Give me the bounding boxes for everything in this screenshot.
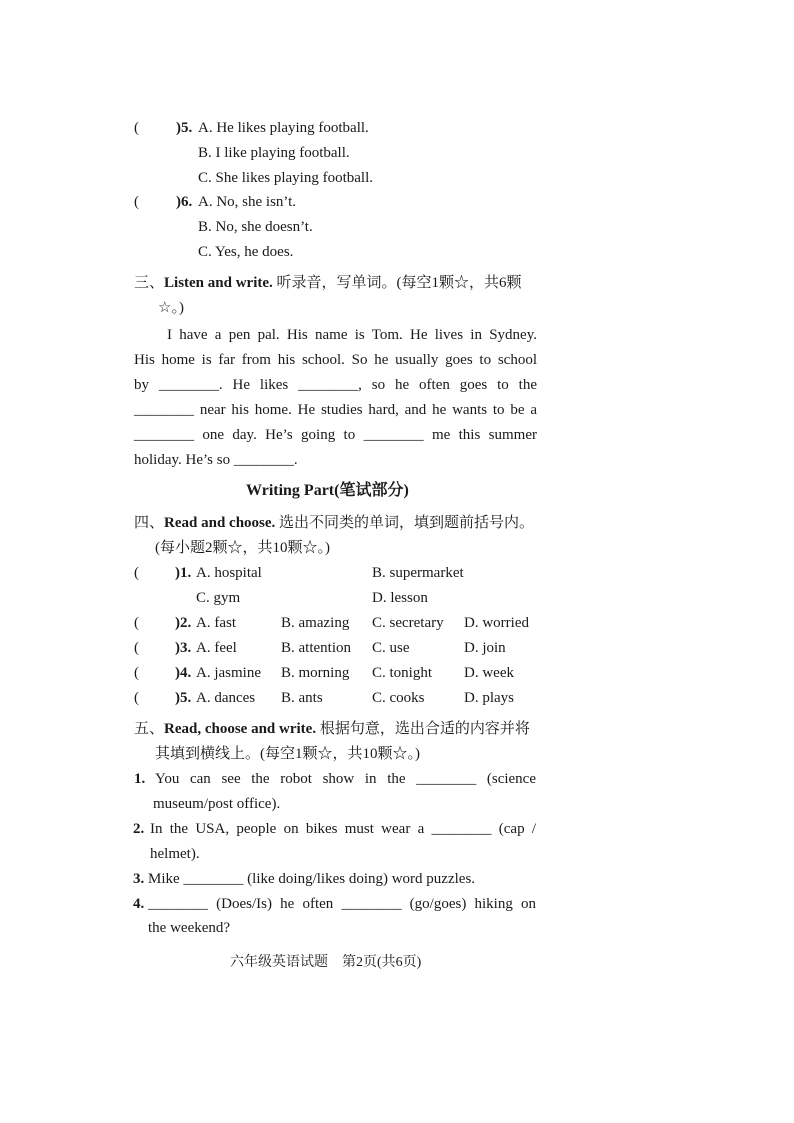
- answer-paren-close: ): [175, 615, 180, 631]
- passage-line: His home is far from his school. So he usually goes to school: [134, 352, 537, 368]
- option-b: B. amazing: [281, 615, 350, 631]
- passage-line: by ________. He likes ________, so he often goes to the: [134, 377, 537, 393]
- question-number: 6.: [181, 194, 193, 210]
- option-c: C. She likes playing football.: [198, 170, 373, 186]
- option-a: A. He likes playing football.: [198, 120, 369, 136]
- option-c: C. Yes, he does.: [198, 244, 294, 260]
- option-a: A. No, she isn’t.: [198, 194, 297, 210]
- item-text: You can see the robot show in the ________ (science: [155, 771, 536, 787]
- item-number: 3.: [133, 871, 145, 887]
- option-a: A. dances: [196, 690, 256, 706]
- option-b: B. No, she doesn’t.: [198, 219, 313, 235]
- passage-line: I have a pen pal. His name is Tom. He lives in Sydney.: [167, 327, 537, 343]
- section-number: 四、: [134, 515, 165, 531]
- option-d: D. plays: [464, 690, 514, 706]
- option-b: B. morning: [281, 665, 350, 681]
- writing-part-title: Writing Part(笔试部分): [246, 482, 409, 499]
- section-title-en: Read, choose and write.: [164, 721, 317, 737]
- answer-paren-open: (: [134, 120, 139, 136]
- answer-paren-close: ): [175, 640, 180, 656]
- question-number: 5.: [181, 120, 193, 136]
- section-instructions-cont: ☆。): [158, 300, 184, 316]
- section-instructions: 选出不同类的单词，填到题前括号内。: [275, 515, 535, 531]
- answer-paren-open: (: [134, 194, 139, 210]
- answer-paren-open: (: [134, 665, 139, 681]
- answer-paren-open: (: [134, 565, 139, 581]
- item-number: 2.: [133, 821, 145, 837]
- section-heading: [134, 273, 522, 293]
- passage-line: ________ near his home. He studies hard, and he wants to be a: [134, 402, 537, 418]
- item-text-cont: helmet).: [150, 846, 200, 862]
- option-a: A. fast: [196, 615, 236, 631]
- option-c: C. secretary: [372, 615, 444, 631]
- option-c: C. cooks: [372, 690, 425, 706]
- option-c: C. use: [372, 640, 410, 656]
- option-a: A. feel: [196, 640, 237, 656]
- item-text: In the USA, people on bikes must wear a ________ (cap /: [150, 821, 536, 837]
- section-number: 五、: [134, 721, 165, 737]
- section-heading: [134, 719, 530, 739]
- item-number: 4.: [133, 896, 145, 912]
- option-c: C. gym: [196, 590, 241, 606]
- option-d: D. worried: [464, 615, 529, 631]
- section-number: 三、: [134, 275, 165, 291]
- option-d: D. lesson: [372, 590, 428, 606]
- section-instructions: 听录音，写单词。(每空1颗☆，共6颗: [272, 275, 522, 291]
- section-title-en: Listen and write.: [164, 275, 273, 291]
- item-text-cont: the weekend?: [148, 920, 231, 936]
- option-a: A. hospital: [196, 565, 262, 581]
- option-c: C. tonight: [372, 665, 433, 681]
- item-number: 1.: [134, 771, 146, 787]
- section-heading: [134, 513, 534, 533]
- section-title-en: Read and choose.: [164, 515, 276, 531]
- question-number: 2.: [180, 615, 192, 631]
- question-number: 3.: [180, 640, 192, 656]
- option-d: D. week: [464, 665, 514, 681]
- answer-paren-close: ): [176, 120, 181, 136]
- passage-line: ________ one day. He’s going to ________ me this summer: [134, 427, 537, 443]
- option-b: B. supermarket: [372, 565, 464, 581]
- option-b: B. ants: [281, 690, 323, 706]
- item-text-cont: museum/post office).: [153, 796, 281, 812]
- item-text: ________ (Does/Is) he often ________ (go/goes) hiking on: [148, 896, 536, 912]
- passage-line: holiday. He’s so ________.: [134, 452, 298, 468]
- option-b: B. attention: [281, 640, 351, 656]
- answer-paren-close: ): [175, 565, 180, 581]
- question-number: 4.: [180, 665, 192, 681]
- item-text: Mike ________ (like doing/likes doing) word puzzles.: [148, 871, 476, 887]
- section-instructions: 根据句意，选出合适的内容并将: [316, 721, 530, 737]
- answer-paren-open: (: [134, 615, 139, 631]
- option-d: D. join: [464, 640, 506, 656]
- question-number: 5.: [180, 690, 192, 706]
- answer-paren-close: ): [176, 194, 181, 210]
- answer-paren-close: ): [175, 665, 180, 681]
- section-instructions-cont: (每小题2颗☆，共10颗☆。): [155, 540, 330, 556]
- section-instructions-cont: 其填到横线上。(每空1颗☆，共10颗☆。): [155, 746, 420, 762]
- option-b: B. I like playing football.: [198, 145, 350, 161]
- answer-paren-open: (: [134, 640, 139, 656]
- answer-paren-open: (: [134, 690, 139, 706]
- page-footer: 六年级英语试题 第2页(共6页): [230, 955, 422, 970]
- option-a: A. jasmine: [196, 665, 261, 681]
- answer-paren-close: ): [175, 690, 180, 706]
- question-number: 1.: [180, 565, 192, 581]
